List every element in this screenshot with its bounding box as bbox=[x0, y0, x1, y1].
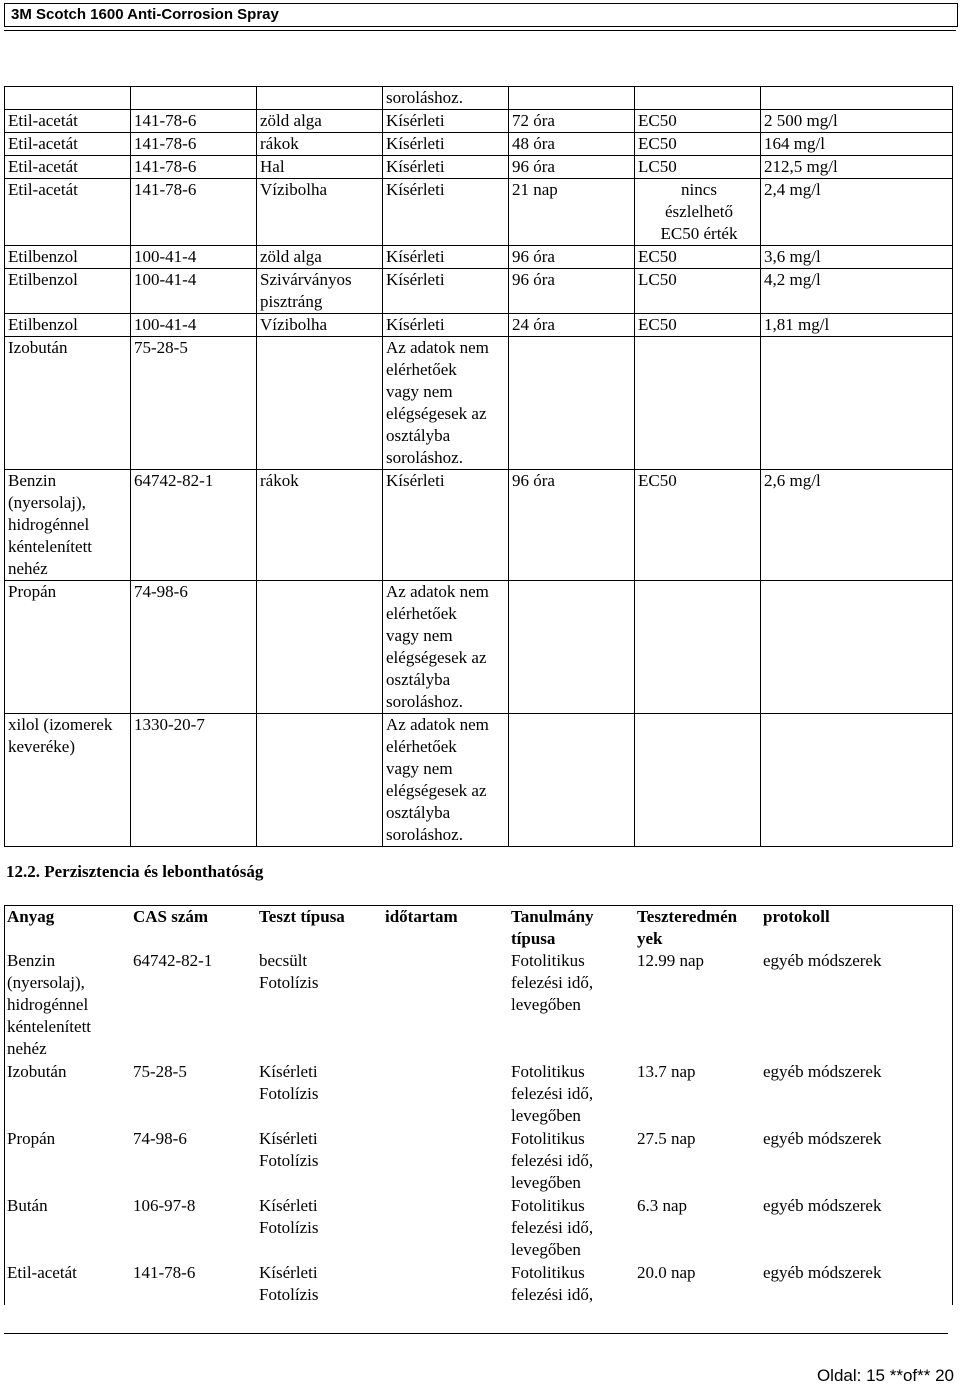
cell-line: Teszteredmén bbox=[637, 907, 738, 926]
table-cell bbox=[4, 950, 130, 1061]
cell-line: kéntelenített bbox=[8, 537, 93, 556]
table-row bbox=[4, 1262, 952, 1307]
table-cell: 100-41-4 bbox=[131, 314, 257, 337]
table-cell: Propán bbox=[7, 1129, 56, 1148]
cell-line: elérhetőek bbox=[386, 604, 457, 623]
table-cell bbox=[383, 581, 509, 714]
table-cell: Etilbenzol bbox=[5, 314, 131, 337]
section-heading: 12.2. Perzisztencia és lebonthatóság bbox=[6, 862, 264, 881]
cell-line: hidrogénnel bbox=[8, 515, 90, 534]
table-cell: 164 mg/l bbox=[761, 133, 953, 156]
table-row bbox=[5, 269, 953, 314]
table-cell bbox=[761, 337, 953, 470]
table-cell: zöld alga bbox=[257, 246, 383, 269]
persistence-table bbox=[4, 906, 952, 1307]
table-cell: EC50 bbox=[635, 133, 761, 156]
table-cell: Etil-acetát bbox=[5, 133, 131, 156]
table-cell: Kísérleti bbox=[383, 133, 509, 156]
cell-line: elégségesek az bbox=[386, 781, 487, 800]
table-row bbox=[4, 1195, 952, 1262]
cell-line: keveréke) bbox=[8, 737, 76, 756]
cell-line: Benzin bbox=[7, 951, 56, 970]
cell-line: Fotolízis bbox=[259, 1084, 319, 1103]
table-cell bbox=[761, 714, 953, 847]
table-cell: 74-98-6 bbox=[133, 1129, 187, 1148]
cell-line: Benzin bbox=[8, 471, 57, 490]
table-cell: egyéb módszerek bbox=[763, 1196, 882, 1215]
cell-line: Kísérleti bbox=[259, 1062, 318, 1081]
table-cell bbox=[257, 269, 383, 314]
table-cell: Kísérleti bbox=[383, 314, 509, 337]
table-cell bbox=[508, 950, 634, 1061]
cell-line: elégségesek az bbox=[386, 404, 487, 423]
column-header bbox=[634, 906, 760, 950]
table-cell: 141-78-6 bbox=[133, 1263, 196, 1282]
table-cell: Bután bbox=[7, 1196, 48, 1215]
table-cell: Etilbenzol bbox=[5, 246, 131, 269]
table-cell: Kísérleti bbox=[383, 110, 509, 133]
table-cell: 2,4 mg/l bbox=[761, 179, 953, 246]
table-cell bbox=[635, 87, 761, 110]
cell-line: felezési idő, bbox=[511, 1151, 594, 1170]
table-cell bbox=[5, 714, 131, 847]
table-row bbox=[5, 246, 953, 269]
cell-line: Fotolízis bbox=[259, 1218, 319, 1237]
document-title: 3M Scotch 1600 Anti-Corrosion Spray bbox=[11, 6, 279, 23]
cell-line: elérhetőek bbox=[386, 360, 457, 379]
table-cell bbox=[509, 87, 635, 110]
cell-line: vagy nem bbox=[386, 382, 453, 401]
table-cell bbox=[131, 87, 257, 110]
table-cell: 27.5 nap bbox=[637, 1129, 696, 1148]
table-cell: 96 óra bbox=[509, 246, 635, 269]
table-cell bbox=[382, 1128, 508, 1195]
cell-line: xilol (izomerek bbox=[8, 715, 113, 734]
cell-line: felezési idő, bbox=[511, 973, 594, 992]
table-cell bbox=[761, 87, 953, 110]
table-row bbox=[4, 1128, 952, 1195]
table-cell bbox=[382, 950, 508, 1061]
table-cell: 74-98-6 bbox=[131, 581, 257, 714]
cell-line: kéntelenített bbox=[7, 1017, 92, 1036]
table-row bbox=[5, 470, 953, 581]
table-row bbox=[5, 337, 953, 470]
cell-line: soroláshoz. bbox=[386, 88, 463, 107]
table-cell: Hal bbox=[257, 156, 383, 179]
cell-line: hidrogénnel bbox=[7, 995, 89, 1014]
table-cell: 141-78-6 bbox=[131, 133, 257, 156]
cell-line: Fotolitikus bbox=[511, 1062, 585, 1081]
table-cell: Kísérleti bbox=[383, 156, 509, 179]
table-cell: Kísérleti bbox=[383, 179, 509, 246]
table-row bbox=[4, 1061, 952, 1128]
footer-divider bbox=[4, 1333, 948, 1334]
table-cell: egyéb módszerek bbox=[763, 1129, 882, 1148]
table-cell bbox=[635, 714, 761, 847]
table-row bbox=[5, 110, 953, 133]
ecotoxicity-table-body bbox=[5, 87, 953, 847]
cell-line: Fotolízis bbox=[259, 973, 319, 992]
table-cell: 2,6 mg/l bbox=[761, 470, 953, 581]
table-cell: 48 óra bbox=[509, 133, 635, 156]
table-cell bbox=[383, 337, 509, 470]
table-cell: Etil-acetát bbox=[5, 110, 131, 133]
cell-line: Az adatok nem bbox=[386, 338, 489, 357]
table-cell: 141-78-6 bbox=[131, 110, 257, 133]
table-cell bbox=[257, 714, 383, 847]
cell-line: Fotolitikus bbox=[511, 1263, 585, 1282]
cell-line: felezési idő, bbox=[511, 1285, 594, 1304]
table-cell: 21 nap bbox=[509, 179, 635, 246]
cell-line: elégségesek az bbox=[386, 648, 487, 667]
cell-line: Az adatok nem bbox=[386, 582, 489, 601]
table-cell: 75-28-5 bbox=[131, 337, 257, 470]
table-cell bbox=[256, 1061, 382, 1128]
table-cell: egyéb módszerek bbox=[763, 1263, 882, 1282]
table-cell: 64742-82-1 bbox=[133, 951, 213, 970]
column-header: Teszt típusa bbox=[259, 907, 345, 926]
table-cell: Vízibolha bbox=[257, 179, 383, 246]
table-cell bbox=[635, 179, 761, 246]
cell-line: soroláshoz. bbox=[386, 825, 463, 844]
cell-line: felezési idő, bbox=[511, 1218, 594, 1237]
column-header: CAS szám bbox=[133, 907, 209, 926]
cell-line: becsült bbox=[259, 951, 308, 970]
persistence-table-header bbox=[4, 906, 952, 950]
table-cell bbox=[635, 337, 761, 470]
table-cell: EC50 bbox=[635, 246, 761, 269]
table-cell: Propán bbox=[5, 581, 131, 714]
table-cell: LC50 bbox=[635, 269, 761, 314]
table-cell: EC50 bbox=[635, 470, 761, 581]
table-cell bbox=[257, 337, 383, 470]
table-cell bbox=[257, 581, 383, 714]
cell-line: nehéz bbox=[8, 559, 48, 578]
table-cell: 141-78-6 bbox=[131, 179, 257, 246]
cell-line: vagy nem bbox=[386, 759, 453, 778]
table-cell: 96 óra bbox=[509, 269, 635, 314]
table-cell bbox=[382, 1195, 508, 1262]
table-cell: rákok bbox=[257, 470, 383, 581]
table-cell: Etil-acetát bbox=[7, 1263, 77, 1282]
table-cell: 6.3 nap bbox=[637, 1196, 688, 1215]
cell-line: Fotolízis bbox=[259, 1151, 319, 1170]
cell-line: Fotolitikus bbox=[511, 951, 585, 970]
table-cell: rákok bbox=[257, 133, 383, 156]
table-cell bbox=[257, 87, 383, 110]
cell-line: osztályba bbox=[386, 426, 451, 445]
table-cell bbox=[256, 1195, 382, 1262]
table-cell: Izobután bbox=[5, 337, 131, 470]
table-cell: 24 óra bbox=[509, 314, 635, 337]
table-cell: 3,6 mg/l bbox=[761, 246, 953, 269]
cell-line: nincs bbox=[681, 180, 717, 199]
table-cell: 20.0 nap bbox=[637, 1263, 696, 1282]
cell-line: észlelhető bbox=[665, 202, 733, 221]
table-cell: 1,81 mg/l bbox=[761, 314, 953, 337]
table-cell: 75-28-5 bbox=[133, 1062, 187, 1081]
table-cell bbox=[382, 1262, 508, 1307]
cell-line: Szivárványos bbox=[260, 270, 352, 289]
table-cell bbox=[509, 714, 635, 847]
table-cell: Vízibolha bbox=[257, 314, 383, 337]
table-cell bbox=[383, 87, 509, 110]
document-header bbox=[4, 3, 958, 27]
table-cell: Etil-acetát bbox=[5, 156, 131, 179]
cell-line: osztályba bbox=[386, 670, 451, 689]
cell-line: Kísérleti bbox=[259, 1129, 318, 1148]
table-cell: 2 500 mg/l bbox=[761, 110, 953, 133]
table-cell: 72 óra bbox=[509, 110, 635, 133]
cell-line: levegőben bbox=[511, 1240, 581, 1259]
cell-line: pisztráng bbox=[260, 292, 323, 311]
table-cell bbox=[256, 1262, 382, 1307]
table-cell bbox=[761, 581, 953, 714]
table-cell: Izobután bbox=[7, 1062, 67, 1081]
table-cell: 96 óra bbox=[509, 156, 635, 179]
cell-line: vagy nem bbox=[386, 626, 453, 645]
table-cell: Kísérleti bbox=[383, 246, 509, 269]
table-cell: 13.7 nap bbox=[637, 1062, 696, 1081]
table-row bbox=[4, 950, 952, 1061]
table-cell bbox=[635, 581, 761, 714]
cell-line: Fotolitikus bbox=[511, 1196, 585, 1215]
table-cell bbox=[509, 581, 635, 714]
cell-line: típusa bbox=[511, 929, 556, 948]
cell-line: Fotolízis bbox=[259, 1285, 319, 1304]
table-cell: 141-78-6 bbox=[131, 156, 257, 179]
cell-line: levegőben bbox=[511, 1173, 581, 1192]
table-cell: Kísérleti bbox=[383, 470, 509, 581]
table-cell: egyéb módszerek bbox=[763, 951, 882, 970]
cell-line: yek bbox=[637, 929, 663, 948]
cell-line: elérhetőek bbox=[386, 737, 457, 756]
table-row bbox=[5, 179, 953, 246]
persistence-table-right-border bbox=[952, 905, 953, 1305]
table-cell: LC50 bbox=[635, 156, 761, 179]
table-cell bbox=[383, 714, 509, 847]
cell-line: levegőben bbox=[511, 1106, 581, 1125]
column-header: Anyag bbox=[7, 907, 55, 926]
table-cell bbox=[382, 1061, 508, 1128]
table-cell: Kísérleti bbox=[383, 269, 509, 314]
cell-line: nehéz bbox=[7, 1039, 47, 1058]
table-cell bbox=[508, 1061, 634, 1128]
cell-line: (nyersolaj), bbox=[7, 973, 85, 992]
cell-line: levegőben bbox=[511, 995, 581, 1014]
table-cell bbox=[256, 950, 382, 1061]
table-cell: 4,2 mg/l bbox=[761, 269, 953, 314]
ecotoxicity-table bbox=[4, 86, 953, 847]
table-cell: 12.99 nap bbox=[637, 951, 705, 970]
table-cell bbox=[508, 1195, 634, 1262]
table-cell: Etil-acetát bbox=[5, 179, 131, 246]
table-cell: zöld alga bbox=[257, 110, 383, 133]
column-header bbox=[508, 906, 634, 950]
table-cell: EC50 bbox=[635, 110, 761, 133]
cell-line: Kísérleti bbox=[259, 1196, 318, 1215]
cell-line: Kísérleti bbox=[259, 1263, 318, 1282]
table-row bbox=[5, 581, 953, 714]
cell-line: soroláshoz. bbox=[386, 692, 463, 711]
cell-line: EC50 érték bbox=[660, 224, 738, 243]
cell-line: (nyersolaj), bbox=[8, 493, 86, 512]
table-cell: 64742-82-1 bbox=[131, 470, 257, 581]
table-cell bbox=[256, 1128, 382, 1195]
table-row bbox=[5, 314, 953, 337]
table-cell bbox=[508, 1128, 634, 1195]
table-cell: 212,5 mg/l bbox=[761, 156, 953, 179]
column-header: időtartam bbox=[385, 907, 458, 926]
cell-line: Fotolitikus bbox=[511, 1129, 585, 1148]
table-cell: Etilbenzol bbox=[5, 269, 131, 314]
table-cell: 96 óra bbox=[509, 470, 635, 581]
table-cell: egyéb módszerek bbox=[763, 1062, 882, 1081]
table-row bbox=[5, 714, 953, 847]
table-row bbox=[5, 87, 953, 110]
table-cell: 106-97-8 bbox=[133, 1196, 196, 1215]
table-cell: EC50 bbox=[635, 314, 761, 337]
persistence-table-body bbox=[4, 950, 952, 1307]
table-cell: 100-41-4 bbox=[131, 269, 257, 314]
cell-line: felezési idő, bbox=[511, 1084, 594, 1103]
table-cell: 100-41-4 bbox=[131, 246, 257, 269]
cell-line: Tanulmány bbox=[511, 907, 594, 926]
header-divider bbox=[4, 30, 956, 31]
table-cell bbox=[5, 87, 131, 110]
cell-line: Az adatok nem bbox=[386, 715, 489, 734]
cell-line: osztályba bbox=[386, 803, 451, 822]
page-number: Oldal: 15 **of** 20 bbox=[816, 1366, 954, 1385]
table-cell bbox=[508, 1262, 634, 1307]
cell-line: soroláshoz. bbox=[386, 448, 463, 467]
column-header: protokoll bbox=[763, 907, 830, 926]
table-cell bbox=[5, 470, 131, 581]
table-row bbox=[5, 133, 953, 156]
table-cell bbox=[509, 337, 635, 470]
table-row bbox=[5, 156, 953, 179]
table-cell: 1330-20-7 bbox=[131, 714, 257, 847]
